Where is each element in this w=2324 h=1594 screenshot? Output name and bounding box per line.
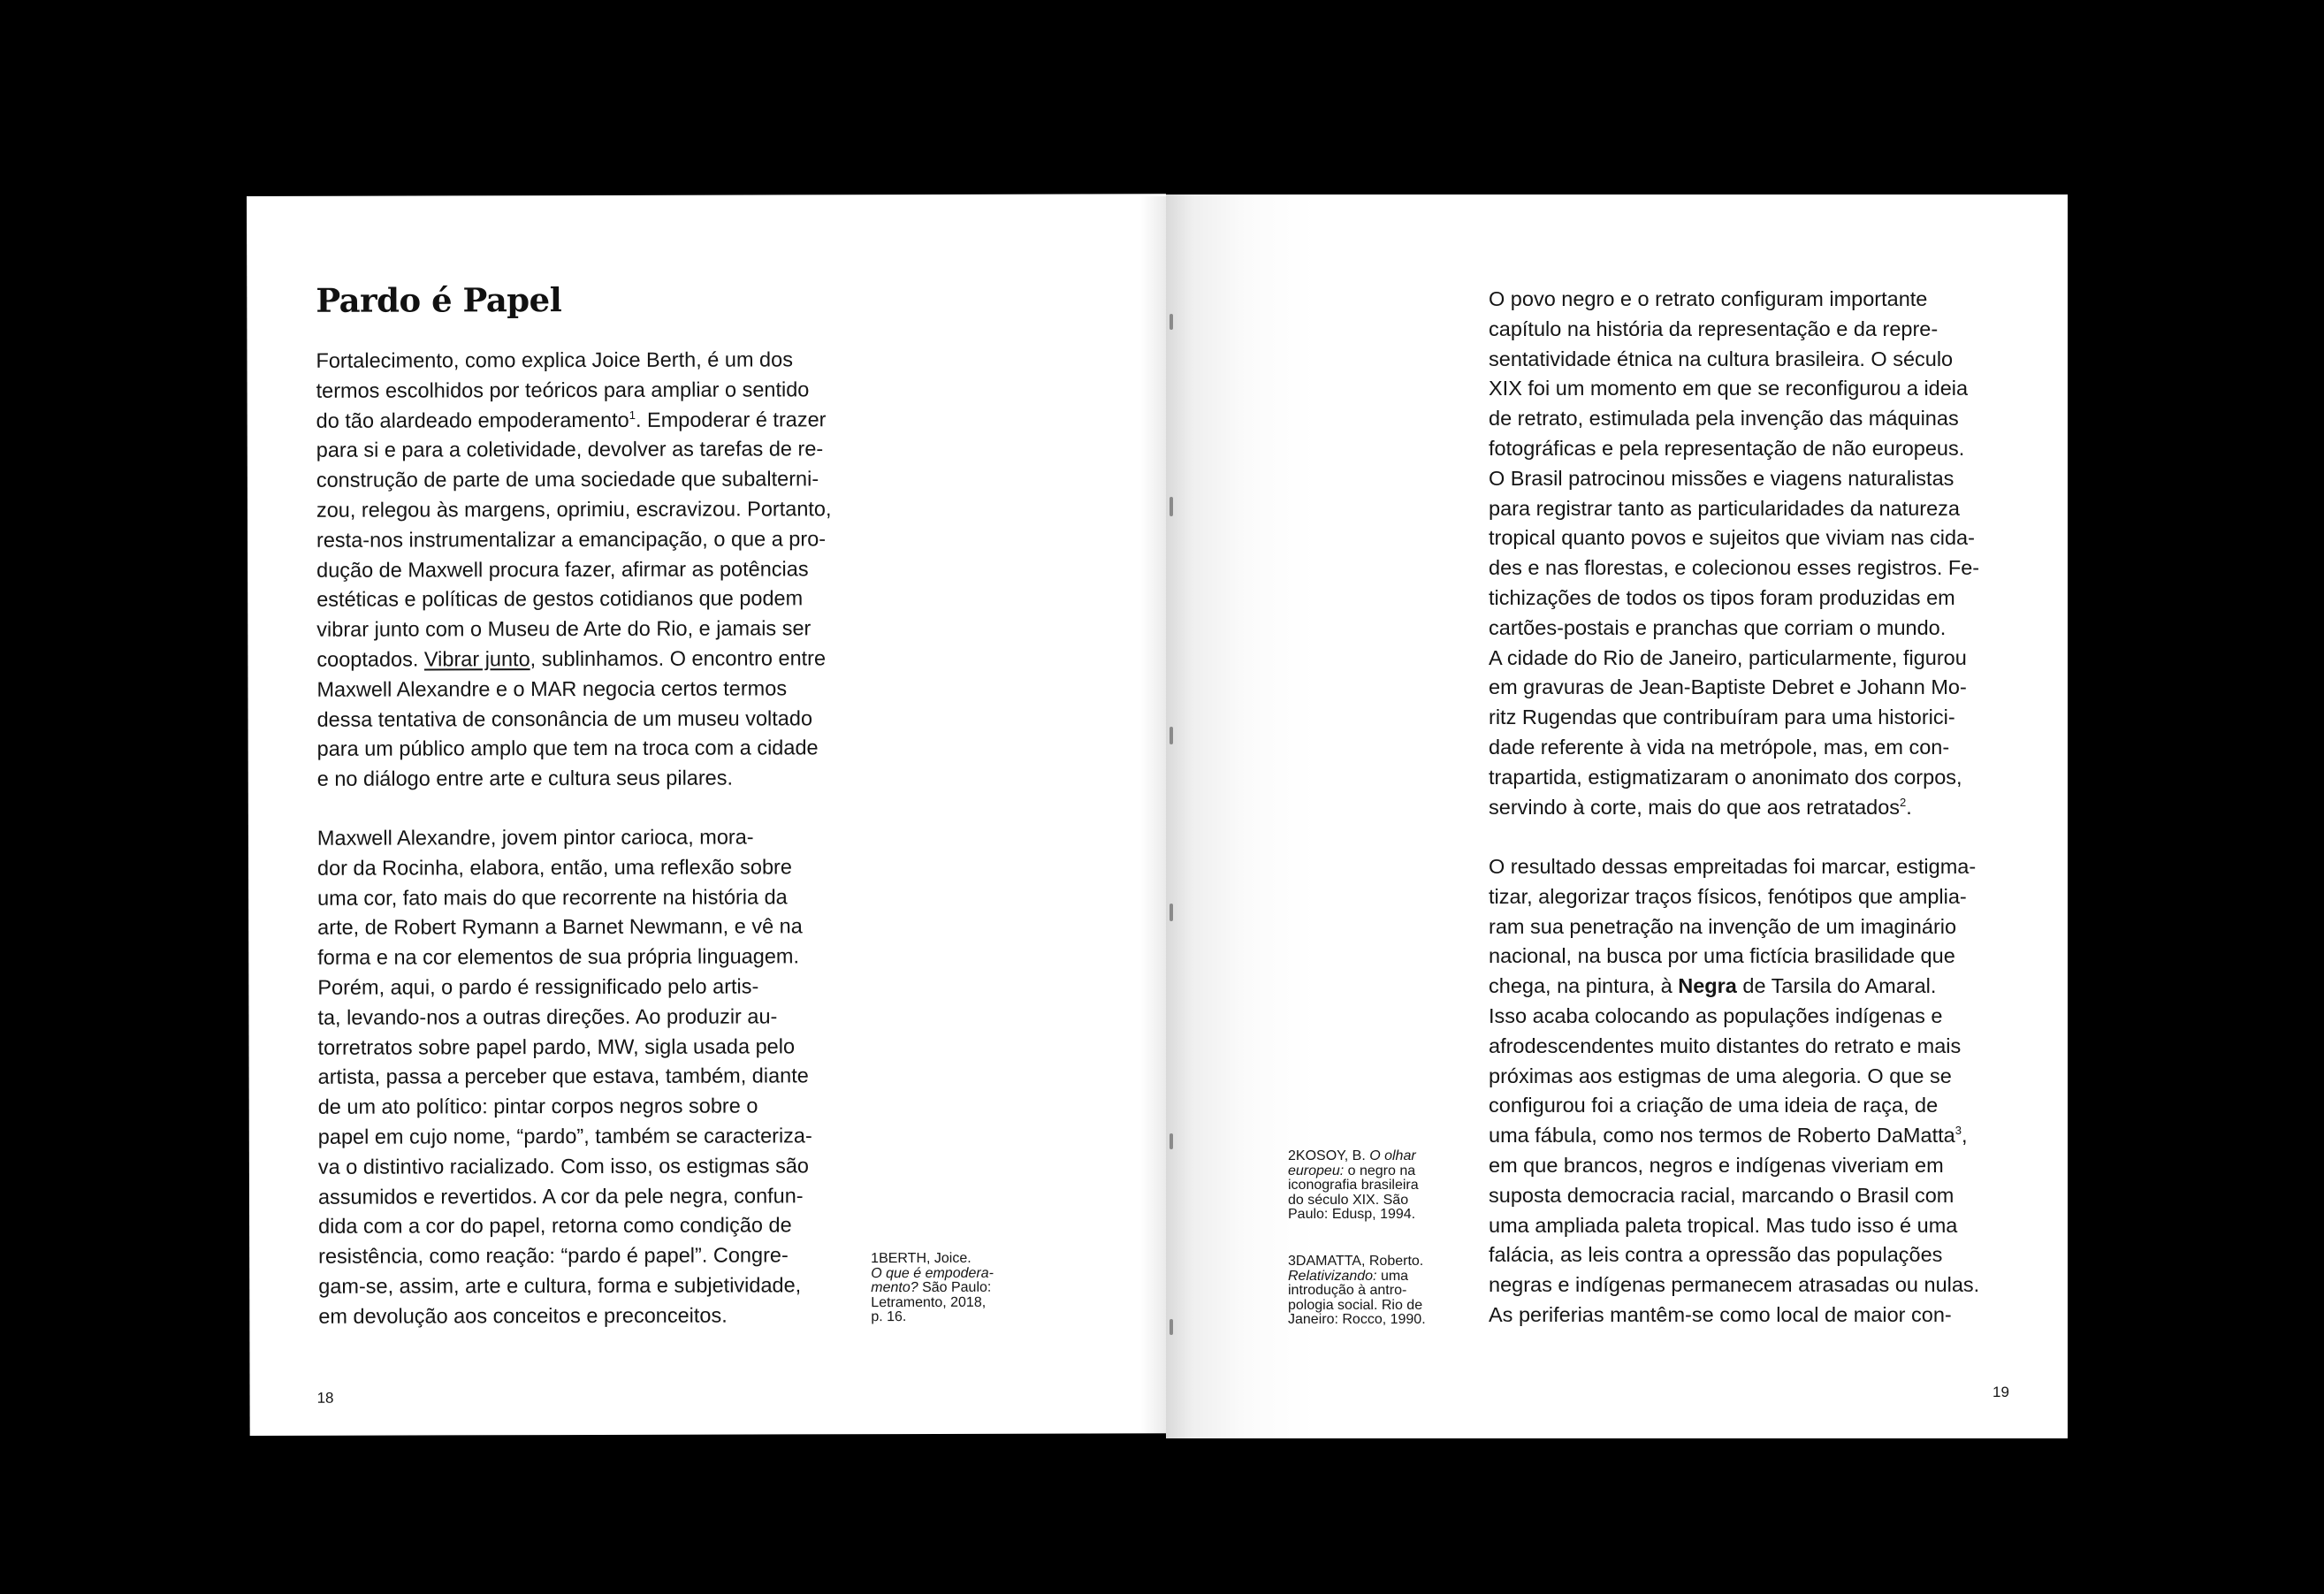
footnote-3 bbox=[1288, 1255, 1465, 1328]
text-run: de Tarsila do Amaral. bbox=[1736, 974, 1937, 998]
staple-mark bbox=[1170, 314, 1173, 330]
footnote-1 bbox=[871, 1252, 1021, 1325]
text-line: estéticas e políticas de gestos cotidianos que podem bbox=[316, 586, 804, 612]
text-run: chega, na pintura, à bbox=[1489, 974, 1679, 998]
text-line: dida com a cor do papel, retorna como condição de bbox=[318, 1213, 792, 1239]
text-line: tropical quanto povos e sujeitos que viviam nas cida- bbox=[1489, 526, 1975, 550]
text-line: O resultado dessas empreitadas foi marcar, estigma- bbox=[1489, 855, 1977, 878]
text-line: de um ato político: pintar corpos negros sobre o bbox=[317, 1094, 758, 1118]
text-line bbox=[1489, 972, 2037, 1002]
footnote-line: pologia social. Rio de bbox=[1288, 1297, 1423, 1313]
footnote-2 bbox=[1288, 1149, 1465, 1223]
artwork-title: Negra bbox=[1678, 974, 1737, 998]
text-run: cooptados. bbox=[316, 647, 424, 671]
text-line bbox=[1489, 1121, 2037, 1151]
footnote-number: 1 bbox=[871, 1251, 880, 1267]
footnote-line bbox=[1288, 1270, 1465, 1285]
book-title: O que é empodera- bbox=[871, 1265, 994, 1281]
text-line: uma cor, fato mais do que recorrente na história da bbox=[317, 884, 788, 910]
staple-mark bbox=[1170, 497, 1173, 516]
text-line: torretratos sobre papel pardo, MW, sigla usada pelo bbox=[317, 1033, 796, 1059]
text-line: Maxwell Alexandre, jovem pintor carioca, mora- bbox=[316, 825, 754, 850]
text-line: Fortalecimento, como explica Joice Berth, é um dos bbox=[316, 347, 793, 372]
footnote-line: introdução à antro- bbox=[1288, 1283, 1407, 1298]
text-line: construção de parte de uma sociedade que subalterni- bbox=[316, 467, 819, 492]
text-line: suposta democracia racial, marcando o Brasil com bbox=[1489, 1183, 1954, 1207]
text-line: assumidos e revertidos. A cor da pele negra, confun- bbox=[317, 1183, 804, 1209]
footnote-line: do século XIX. São bbox=[1288, 1192, 1409, 1208]
text-line: zou, relegou às margens, oprimiu, escravizou. Portanto, bbox=[316, 497, 832, 522]
right-page bbox=[1166, 194, 2068, 1438]
text-line: de retrato, estimulada pela invenção das máquinas bbox=[1489, 407, 1959, 431]
text-line: XIX foi um momento em que se reconfigurou a ideia bbox=[1489, 377, 1969, 400]
text-line: Isso acaba colocando as populações indígenas e bbox=[1489, 1003, 1943, 1027]
text-line: capítulo na história da representação e da repre- bbox=[1489, 317, 1939, 340]
text-line: des e nas florestas, e colecionou esses registros. Fe- bbox=[1489, 556, 1980, 580]
text-run: . Empoderar é trazer bbox=[635, 407, 827, 431]
text-line: trapartida, estigmatizaram o anonimato dos corpos, bbox=[1489, 765, 1962, 789]
text-run: o negro na bbox=[1344, 1163, 1416, 1178]
page-number: 18 bbox=[316, 1389, 334, 1407]
text-line: A cidade do Rio de Janeiro, particularmente, figurou bbox=[1489, 645, 1967, 669]
text-line: e no diálogo entre arte e cultura seus pilares. bbox=[316, 766, 734, 790]
text-line: artista, passa a perceber que estava, também, diante bbox=[317, 1064, 809, 1089]
footnote-line bbox=[1288, 1164, 1465, 1179]
text-line: falácia, as leis contra a opressão das populações bbox=[1489, 1243, 1943, 1267]
page-number: 19 bbox=[1993, 1384, 2009, 1400]
left-paragraph-2 bbox=[317, 822, 867, 1331]
left-page bbox=[247, 194, 1170, 1436]
text-line: vibrar junto com o Museu de Arte do Rio, e jamais ser bbox=[316, 616, 811, 641]
text-run: . bbox=[1906, 795, 1912, 819]
text-run: , bbox=[1961, 1124, 1968, 1148]
text-line: em gravuras de Jean-Baptiste Debret e Johann Mo- bbox=[1489, 675, 1967, 699]
book-title: Relativizando: bbox=[1288, 1268, 1377, 1284]
text-line: ritz Rugendas que contribuíram para uma historici- bbox=[1489, 705, 1955, 729]
footnote-line bbox=[871, 1266, 1021, 1281]
footnote-line: Janeiro: Rocco, 1990. bbox=[1288, 1312, 1426, 1327]
footnote-marker: 3 bbox=[1954, 1124, 1962, 1138]
staple-mark bbox=[1170, 904, 1173, 921]
text-line: uma ampliada paleta tropical. Mas tudo isso é uma bbox=[1489, 1213, 1958, 1237]
staple-mark bbox=[1170, 1319, 1173, 1335]
text-line: para um público amplo que tem na troca com a cidade bbox=[316, 736, 819, 761]
text-line: ta, levando-nos a outras direções. Ao produzir au- bbox=[317, 1004, 778, 1029]
text-line: dessa tentativa de consonância de um museu voltado bbox=[316, 705, 813, 731]
text-run: DAMATTA, Roberto. bbox=[1295, 1254, 1424, 1269]
text-line bbox=[316, 405, 865, 436]
text-run: , sublinhamos. O encontro entre bbox=[530, 646, 827, 671]
text-line: nacional, na busca por uma fictícia brasilidade que bbox=[1489, 944, 1955, 968]
footnote-line: iconografia brasileira bbox=[1288, 1178, 1419, 1193]
text-line: arte, de Robert Rymann a Barnet Newmann, e vê na bbox=[317, 914, 803, 940]
text-line: dor da Rocinha, elabora, então, uma reflexão sobre bbox=[316, 855, 792, 880]
footnote-line bbox=[871, 1252, 1021, 1267]
text-line: Porém, aqui, o pardo é ressignificado pelo artis- bbox=[317, 974, 759, 999]
footnote-line bbox=[1288, 1255, 1465, 1270]
text-run: servindo à corte, mais do que aos retratados bbox=[1489, 795, 1901, 819]
text-line: tizar, alegorizar traços físicos, fenótipos que amplia- bbox=[1489, 884, 1967, 908]
book-title: europeu: bbox=[1288, 1163, 1345, 1178]
text-line: forma e na cor elementos de sua própria linguagem. bbox=[317, 944, 800, 969]
text-run: BERTH, Joice. bbox=[879, 1250, 972, 1267]
footnote-line: Paulo: Edusp, 1994. bbox=[1288, 1207, 1416, 1222]
footnote-marker: 1 bbox=[629, 408, 636, 422]
left-paragraph-1 bbox=[316, 345, 865, 795]
text-line: configurou foi a criação de uma ideia de raça, de bbox=[1489, 1094, 1939, 1117]
text-run: São Paulo: bbox=[918, 1279, 992, 1296]
right-paragraph-1 bbox=[1489, 285, 2037, 822]
text-line: para si e para a coletividade, devolver as tarefas de re- bbox=[316, 437, 824, 462]
text-line: próximas aos estigmas de uma alegoria. O que se bbox=[1489, 1064, 1952, 1087]
text-line: em devolução aos conceitos e preconceitos. bbox=[318, 1303, 728, 1328]
text-line: ram sua penetração na invenção de um imaginário bbox=[1489, 914, 1957, 938]
footnote-number: 3 bbox=[1288, 1254, 1296, 1269]
text-line: cartões-postais e pranchas que corriam o mundo. bbox=[1489, 615, 1947, 639]
footnote-number: 2 bbox=[1288, 1148, 1296, 1163]
text-line: O povo negro e o retrato configuram importante bbox=[1489, 287, 1928, 310]
text-line: gam-se, assim, arte e cultura, forma e subjetividade, bbox=[318, 1273, 802, 1298]
text-line: tichizações de todos os tipos foram produzidas em bbox=[1489, 585, 1955, 609]
text-line: dução de Maxwell procura fazer, afirmar as potências bbox=[316, 556, 809, 582]
page-title: Pardo é Papel bbox=[316, 280, 562, 320]
text-line: papel em cujo nome, “pardo”, também se caracteriza- bbox=[317, 1124, 812, 1148]
text-line: afrodescendentes muito distantes do retrato e mais bbox=[1489, 1033, 1962, 1057]
text-run: uma bbox=[1376, 1268, 1409, 1284]
text-line: dade referente à vida na metrópole, mas, em con- bbox=[1489, 735, 1950, 759]
footnote-marker: 2 bbox=[1900, 795, 1907, 809]
book-title: O olhar bbox=[1369, 1148, 1416, 1163]
staple-mark bbox=[1170, 1133, 1173, 1149]
text-run: uma fábula, como nos termos de Roberto DaMatta bbox=[1489, 1124, 1955, 1148]
underlined-phrase: Vibrar junto bbox=[423, 647, 530, 671]
footnote-line: Letramento, 2018, bbox=[871, 1294, 987, 1310]
text-line bbox=[316, 644, 865, 675]
text-line: va o distintivo racializado. Com isso, os estigmas são bbox=[317, 1154, 810, 1178]
text-line: negras e indígenas permanecem atrasadas ou nulas. bbox=[1489, 1273, 1980, 1297]
text-line: em que brancos, negros e indígenas viveriam em bbox=[1489, 1153, 1944, 1177]
text-line: Maxwell Alexandre e o MAR negocia certos termos bbox=[316, 676, 788, 701]
text-line: fotográficas e pela representação de não europeus. bbox=[1489, 436, 1965, 460]
footnote-line bbox=[1288, 1149, 1465, 1164]
text-line: termos escolhidos por teóricos para ampliar o sentido bbox=[316, 378, 810, 402]
right-paragraph-2 bbox=[1489, 852, 2037, 1331]
text-line: sentatividade étnica na cultura brasileira. O século bbox=[1489, 347, 1954, 370]
staple-mark bbox=[1170, 727, 1173, 744]
text-line: resistência, como reação: “pardo é papel”. Congre- bbox=[318, 1243, 789, 1268]
text-line: As periferias mantêm-se como local de maior con- bbox=[1489, 1302, 1952, 1326]
book-title: mento? bbox=[871, 1280, 918, 1296]
footnote-line: p. 16. bbox=[871, 1309, 907, 1325]
text-line bbox=[1489, 793, 2037, 823]
text-line: resta-nos instrumentalizar a emancipação, o que a pro- bbox=[316, 527, 827, 552]
text-line: para registrar tanto as particularidades da natureza bbox=[1489, 496, 1960, 520]
footnote-line bbox=[871, 1281, 1021, 1296]
text-line: O Brasil patrocinou missões e viagens naturalistas bbox=[1489, 466, 1954, 490]
text-run: do tão alardeado empoderamento bbox=[316, 408, 629, 432]
text-run: KOSOY, B. bbox=[1295, 1148, 1370, 1163]
